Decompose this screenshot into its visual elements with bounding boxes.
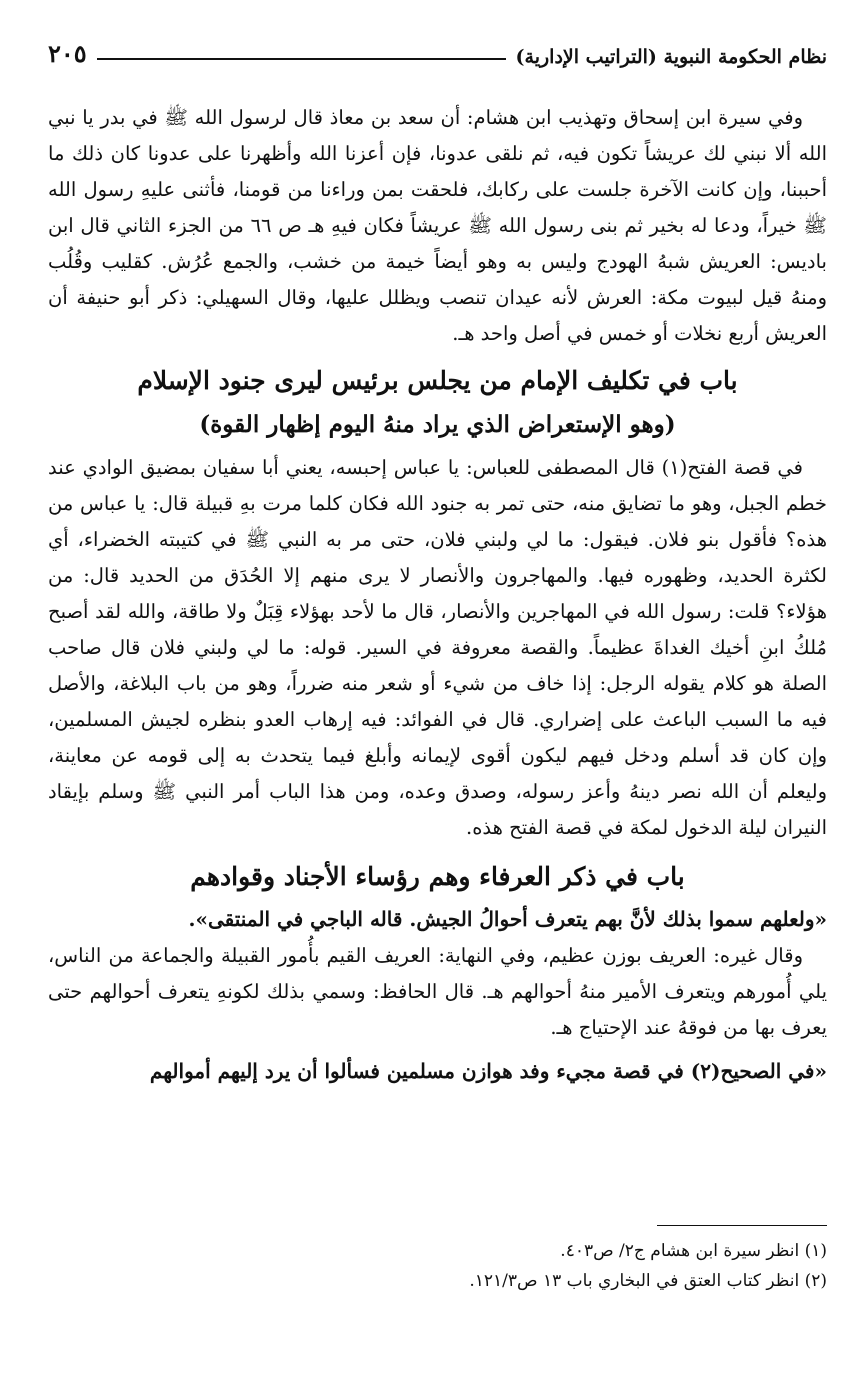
footnote-1: (١) انظر سيرة ابن هشام ج٢/ ص٤٠٣. — [560, 1241, 827, 1261]
paragraph-seera: وفي سيرة ابن إسحاق وتهذيب ابن هشام: أن سعد بن معاذ قال لرسول الله ﷺ في بدر يا نبي الله ألا نبني لك عريشاً تكون فيه، ثم نلقى عدونا، فإن أعزنا الله وأظهرنا على عدونا كان ذلك ما أحببنا، وإن كانت الآخرة جلست على ركابك، فلحقت بمن وراءنا من قومنا، فأثنى عليهِ رسول الله ﷺ خيراً، ودعا له بخير ثم بنى رسول الله ﷺ عريشاً فكان فيهِ هـ ص ٦٦ من الجزء الثاني قال ابن باديس: العريش شبهُ الهودج وليس به وهو أيضاً خيمة من خشب، والجمع عُرُش. كقليب وقُلُب ومنهُ قيل لبيوت مكة: العرش لأنه عيدان تنصب ويظلل عليها، وقال السهيلي: ذكر أبو حنيفة أن العريش أربع نخلات أو خمس في أصل واحد هـ. — [48, 106, 827, 345]
paragraph-areef: وقال غيره: العريف بوزن عظيم، وفي النهاية: العريف القيم بأُمور القبيلة والجماعة من الناس، يلي أُمورهم ويتعرف الأمير منهُ أحوالهم هـ. قال الحافظ: وسمي بذلك لكونهِ يتعرف أحوالهم حتى يعرف بها من فوقهُ عند الإحتياج هـ. — [48, 944, 827, 1039]
section-subheading-review: (وهو الإستعراض الذي يراد منهُ اليوم إظهار القوة) — [199, 411, 676, 438]
quote-baji: «ولعلهم سموا بذلك لأنَّ بهم يتعرف أحوالُ الجيش. قاله الباجي في المنتقى». — [188, 907, 827, 931]
paragraph-fath: في قصة الفتح(١) قال المصطفى للعباس: يا عباس إحبسه، يعني أبا سفيان بمضيق الوادي عند خطم الجبل، وهو ما تضايق منه، حتى تمر به جنود الله فكان كلما مرت بهِ قبيلة قال: يا عباس من هذه؟ فأقول بنو فلان. فيقول: ما لي ولبني فلان، حتى مر به النبي ﷺ في كتيبته الخضراء، أي لكثرة الحديد، وظهوره فيها. والمهاجرون والأنصار لا يرى منهم إلا الحُدَق من الحديد قال: من هؤلاء؟ قلت: رسول الله في المهاجرين والأنصار، قال ما لأحد بهؤلاء قِبَلٌ ولا طاقة، والله لقد أصبح مُلكُ ابنِ أخيك الغداةَ عظيماً. والقصة معروفة في السير. قوله: ما لي ولبني فلان قال صاحب الصلة هو كلام يقوله الرجل: إذا خاف من شيء أو شعر منه ضرراً، وهو من باب البلاغة، والأصل فيه ما السبب الباعث على إضراري. قال في الفوائد: فيه إرهاب العدو بنظره لجيش المسلمين، وإن كان قد أسلم ودخل فيهم ليكون أقوى لإيمانه وأبلغ فيما يتحدث به إلى قومه عن معاينة، وليعلم أن الله نصر دينهُ وأعز رسوله، وصدق وعده، ومن هذا الباب أمر النبي ﷺ وسلم بإيقاد النيران ليلة الدخول لمكة في قصة الفتح هذه. — [48, 456, 827, 839]
section-heading-review: باب في تكليف الإمام من يجلس برئيس ليرى جنود الإسلام — [137, 366, 738, 395]
header-title: نظام الحكومة النبوية (التراتيب الإدارية) — [515, 46, 827, 68]
section-heading-urafa: باب في ذكر العرفاء وهم رؤساء الأجناد وقوادهم — [190, 862, 685, 891]
page-number: ٢٠٥ — [48, 39, 87, 68]
header-rule — [97, 58, 506, 60]
page-body — [48, 100, 827, 1090]
running-header — [48, 24, 827, 68]
footnotes — [48, 1225, 827, 1296]
footnote-2: (٢) انظر كتاب العتق في البخاري باب ١٣ ص١٢١/٣. — [469, 1271, 827, 1291]
quote-sahih: «في الصحيح(٢) في قصة مجيء وفد هوازن مسلمين فسألوا أن يرد إليهم أموالهم — [149, 1059, 827, 1083]
footnote-rule — [657, 1225, 827, 1226]
